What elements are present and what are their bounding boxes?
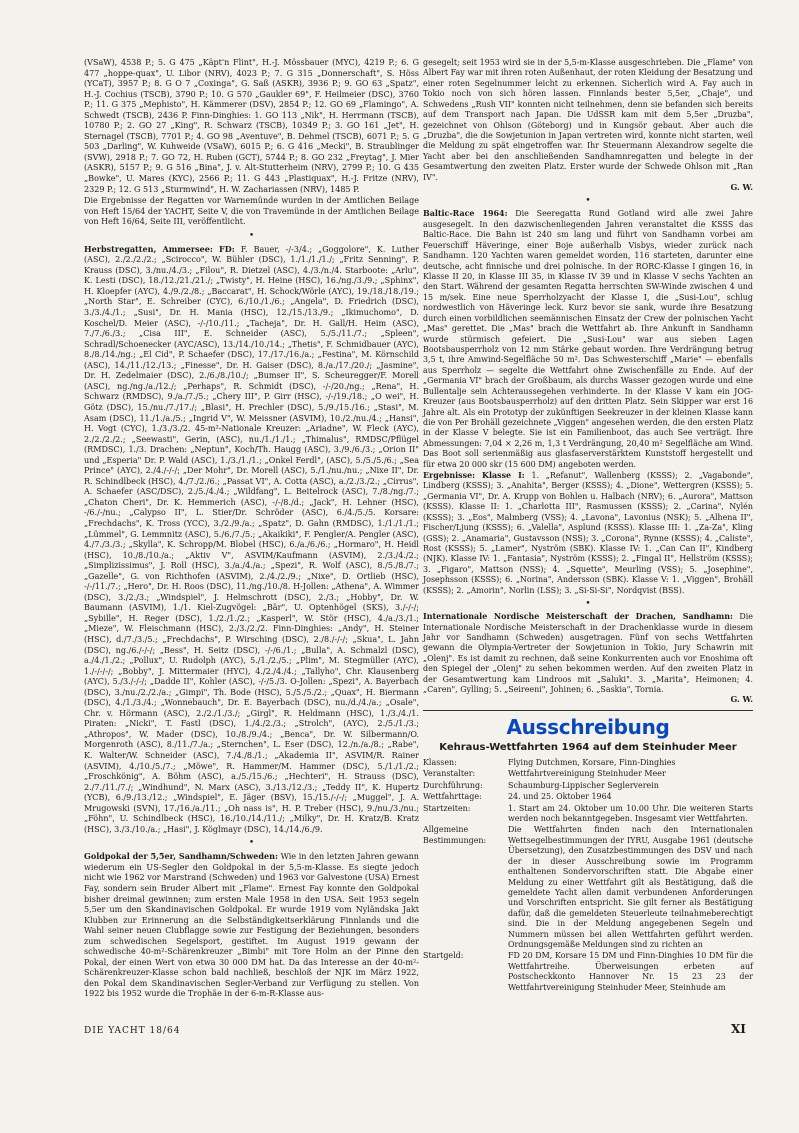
results-note: Die Ergebnisse der Regatten vor Warnemünde wurden in der Amtlichen Beilage von Heft 15/64 der YACHT, Seite V, die von Travemünde in der Amtlichen Beilage von Heft 16/64, Seite III, veröffentlicht. xyxy=(84,196,419,227)
baltic-race-article xyxy=(423,209,753,470)
goldpokal-body: Wie in den letzten Jahren gewann wiederum ein US-Segler den Goldpokal in der 5,5-m-Klasse. Es siegte jedoch nicht wie 1962 vor Marstrand (Schweden) und 1963 vor Galvestone (USA) Ernest Fay, sondern sein Bruder Albert mit „Flame". Ernest Fay konnte den Goldpokal bisher dreimal gewinnen; zum ersten Male 1958 in den USA. Seit 1953 segeln 5,5er um den Skandinavischen Goldpokal. Er wurde 1919 vom Nyländska Jakt Klubben zur Erinnerung an die Selbständigkeitserklärung Finnlands und die Wahl seiner neuen Clubflagge sowie zur Festigung der Beziehungen, besonders zum schwedischen Segelsport, gestiftet. Im August 1919 gewann der schwedische 40-m²-Schärenkreuzer „Bimbi" mit Tore Holm an der Pinne den Pokal, der einen Wert von etwa 30 000 DM hat. Da das Interesse an der 40-m²-Schärenkreuzer-Klasse schon bald nachließ, beschloß der NJK im März 1922, den Pokal dem Skandinavischen Segler-Verband zur Verfügung zu stellen. Von 1922 bis 1952 wurde die Trophäe in der 6-m-R-Klasse aus- xyxy=(84,852,419,999)
row-label: Klassen: xyxy=(423,757,457,767)
ergebnisse-heading: Ergebnisse: Klasse I: xyxy=(423,471,525,481)
herbstregatten-body: F. Bauer, -/-3/4.; „Goggolore", K. Luther (ASC), 2./2./2./2.; „Scirocco", W. Bühler (DSC), 1./1./1./1./; „Fritz Senning", P. Krauss (DSC), 3./nu./4./3.; „Filou", R. Dietzel (ASC), 4./3./n./4. Starboote: „Arlu", K. Lesti (DSC), 18./12./21./21./; „Twisty", H. Heine (HSC), 16./ng./3./9.; „Sphinx", H. Kloepfer (AYC), 4./9./2./8.; „Baccarat", H. Schock/Wörle (AYC), 19./18./18./19.; „North Star", E. Schreiber (CYC), 6./10./1./6.; „Angela", D. Friedrich (DSC), 3./3./4./1.; „Susi", Dr. H. Mania (HSC), 12./15./13./9.; „Ikimuchomo", D. Koschel/D. Meier (ASC), -/-/10./11.; „Tacheja", Dr. H. Gall/H. Heim (ASC), 7./7./6./3.; „Cisa III", E. Schneider (ASC), 5./5./11./7.; „Spleen", Schradl/Schoenecker (AYC/ASC), 13./14./10./14.; „Thetis", F. Schmidbauer (AYC), 8./8./14./ng.; „El Cid", P. Schaefer (DSC), 17./17./16./a.; „Festina", M. Körnschild (ASC), 14./11./12./13.; „Finesse", Dr. H. Gaiser (DSC), 8./a./17./20./; „Jasmine", Dr. H. Zedelmaier (DSC), 2./6./8./10./; „Bumser II", S. Scheuregger/F. Morell (ASC), ng./ng./a./12./; „Perhaps", R. Schmidt (DSC), -/-/20./ng.; „Rena", H. Schwarz (RMDSC), 9./a./7./5.; „Chery III", P. Girr (HSC), -/-/19./18.; „O wei", H. Götz (DSC), 15./nu./7./17./; „Blasi", H. Prechler (DSC), 5./9./15./16.; „Stasi", M. Asam (DSC), 11./1./a./5.; „Ingrid V", W. Meissner (ASVIM), 10./2./nu./4.; „Hansi", H. Vogt (CYC), 1./3./3./2. 45-m²-Nationale Kreuzer: „Ariadne", W. Fleck (AYC), 2./2./2./2.; „Seewasti", Gerin, (ASC), nu./1./1./1.; „Thimalus", RMDSC/Pflügel (RMDSC), 1./3. Drachen: „Neptun", Koch/Th. Haugg (ASC), 3./9./6./3.; „Orion II" und „Esperia" Dr. P. Wald (ASC), 1./3./1./1.; „Onkel Ferdl", (ASC), 5./5./5./6.; „Sea Prince" (AYC), 2./4./-/-/; „Der Mohr", Dr. Morell (ASC), 5./1./nu./nu.; „Nixe II", Dr. R. Schindlbeck (HSC), 4./7./2./6.; „Passat VI", A. Cotta (ASC), a./2./3./2.; „Cirrus", A. Schaefer (ASC/DSC), 2./5./4./4.; „Wildfang", L. Beitelrock (ASC), 7./8./ng./7.; „Chaton Cheri", Dr. K. Hemmerich (ASC), -/-/8./d.; „Jack", H. Lehner (HSC), -/6./-/nu.; „Calypso II", L. Stier/Dr. Schröder (ASC), 6./4./5./5. Korsare: „Frechdachs", K. Tross (YCC), 3./2./9./a.; „Spatz", D. Gahn (RMDSC), 1./1./1./1.; „Lümmel", G. Lemmnitz (ASC), 5./6./7./5.; „Akaikiki", F. Pengler/A. Pengler (ASC), 4./7./3./3.; „Skylla", K. Schropp/M. Blobel (HSC), 6./a./6./6.; „Hormaro", H. Heidl (HSC), 10./8./10./a.; „Aktiv V", ASVIM/Kaufmann (ASVIM), 2./3./4./2.; „Simplizissimus", J. Roll (HSC), 3./a./4./a.; „Spezi", R. Wolf (ASC), 8./5./8./7.; „Gazelle", G. von Richthofen (ASVIM), 2./4./2./9.; „Nixe", D. Ortlieb (HSC), -/-/11./7.; „Hero", Dr. H. Roos (DSC), 11./ng./10./8. H-Jollen: „Athena", A. Wimmer (DSC), 3./2./3.; „Windspiel", J. Helmschrott (DSC), 2./3.; „Hobby", Dr. W. Baumann (ASVIM), 1./1. Kiel-Zugvögel: „Bär", U. Optenhögel (SKS), 3./-/-/; „Sybille", H. Reger (DSC), 1./2./1./2.; „Kasperl", W. Stör (HSC), 4./a./3./1.; „Mieze", W. Fleischmann (HSC), 2./3./2./2. Finn-Dinghies: „Andy", H. Steiner (HSC), d./7./3./5.; „Frechdachs", P. Wirsching (DSC), 2./8./-/-/; „Skua", L. Jahn (DSC), ng./6./-/-/; „Bess", H. Seitz (DSC), -/-/6./1.; „Bulla", A. Schmalzl (DSC), a./4./1./2.; „Pollux", U. Rudolph (AYC), 5./1./2./5.; „Plim", M. Stegmüller (AYC), 1./-/-/-/; „Bobby", J. Mittermaier (HYC), 4./2./4./4.; „Tallyho", Chr. Klausenberg (AYC), 5./3./-/-/; „Dadde II", Kohler (ASC), -/-/5./3. O-Jollen: „Spezi", A. Bayerbach (DSC), 3./nu./2./2./a.; „Gimpi", Th. Bode (HSC), 5./5./5./2.; „Quax", H. Biermann (DSC), 4./1./3./4.; „Wonnebauch", Dr. E. Bayerbach (DSC), nu./d./4./a.; „Osale", Chr. v. Hörmann (ASC), 2./2./1./3./; „Girgl", R. Heldmann (HSC), 1./3./4./1. Piraten: „Nicki", T. Fastl (DSC), 1./4./2./3.; „Strolch", (AYC), 2./5./1./3.; „Athropos", W. Mader (DSC), 10./8./9./4.; „Benca", Dr. W. Silbermann/O. Morgenroth (ASC), 8./11./7./a.; „Sternchen", L. Eser (DSC), 12./n./a./8.; „Rabe", K. Walter/W. Schneider (ASC), 7./4./8./1.; „Akademia II", ASVIM/R. Rainer (ASVIM), 4./10./5./7.; „Möwe", R. Hammer/M. Hammer (DSC), 5./1./1./2.; „Froschkönig", A. Böhm (ASC), a./5./15./6.; „Hechteri", H. Strauss (DSC), 2./7./11./7./; „Windhund", N. Marx (ASC), 3./13./12./3.; „Teddy II", K. Hupertz (YCB), 6./9./13./12.; „Windspiel", E. Jäger (BSV), 15./15./-/-/; „Muggel", J. A. Mrugowski (SVN), 17./16./a./11.; „Oh nass is", H. P. Treber (HSC), 9./nu./3./nu.; „Föhn", U. Schindlbeck (HSC), 16./10./14./11./; „Milky", Dr. H. Kratz/B. Kratz (HSC), 3./3./10./a.; „Hasi", J. Köglmayr (DSC), 14./14./6./9. xyxy=(84,244,419,834)
page-number: XI xyxy=(731,1022,746,1036)
author-initials: G. W. xyxy=(730,183,753,193)
row-value: Wettfahrtvereinigung Steinhuder Meer xyxy=(508,769,666,779)
ausschreibung-row-wettfahrttage xyxy=(423,792,753,802)
drachen-body: Die Internationale Nordische Meisterschaft in der Drachenklasse wurde in diesem Jahr vor Sandhamn (Schweden) ausgetragen. Fünf von sechs Wettfahrten gewann die Olympia-Vertreter der Sowjetunion in Tokio, Jury Schawrin mit „Olenj". Es ist damit zu rechnen, daß seine Konkurrenten auch vor Enoshima oft den Spiegel der „Olenj" zu sehen bekommen werden. Auf den zweiten Platz in der Gesamtwertung kam Lindroos mit „Saluki". 3. „Marita", Heimonen; 4. „Caren", Gylling; 5. „Seireeni", Johinen; 6. „Saskia", Tornia. xyxy=(423,612,753,695)
row-label: Wettfahrttage: xyxy=(423,792,482,802)
baltic-race-heading: Baltic-Race 1964: xyxy=(423,209,508,219)
ergebnisse-article xyxy=(423,471,753,596)
goldpokal-article xyxy=(84,851,419,1000)
separator-bullet: • xyxy=(248,230,255,241)
row-label: Veranstalter: xyxy=(423,769,476,779)
herbstregatten-heading: Herbstregatten, Ammersee: FD: xyxy=(84,243,235,254)
ausschreibung-row-veranstalter xyxy=(423,769,753,779)
row-value: 1. Start am 24. Oktober um 10.00 Uhr. Die weiteren Starts werden noch bekanntgegeben. Insgesamt vier Wettfahrten. xyxy=(508,803,753,823)
ausschreibung-row-durchfuehrung xyxy=(423,781,753,791)
row-value: FD 20 DM, Korsare 15 DM und Finn-Dinghies 10 DM für die Wettfahrtreihe. Überweisungen erbeten auf Postscheckkonto Hannover Nr. 15 23 23 der Wettfahrtvereinigung Steinhuder Meer, Steinhude am xyxy=(508,951,753,992)
ausschreibung-row-bestimmungen xyxy=(423,825,753,950)
row-label: Startgeld: xyxy=(423,951,464,961)
herbstregatten-article xyxy=(84,244,419,836)
drachen-article xyxy=(423,612,753,695)
separator-bullet: • xyxy=(585,196,591,207)
left-column xyxy=(84,58,419,1000)
separator-bullet: • xyxy=(248,838,255,849)
separator-bullet: • xyxy=(585,599,591,610)
ergebnisse-body: 1. „Refanut", Wallenberg (KSSS); 2. „Vagabonde", Lindberg (KSSS); 3. „Anahita", Berger (KSSS); 4. „Dione", Wettergren (KSSS); 5. „Germania VI", Dr. A. Krupp von Bohlen u. Halbach (NRV); 6. „Aurora", Mattson (KSSS). Klasse II: 1. „Charlotta III", Rasmussen (KSSS); 2. „Carina", Nylén (KSSS); 3. „Eos", Malmberg (VSS); 4. „Lavona", Lavonius (NSK); 5. „Alhena II", Fischer/Ljung (KSSS); 6. „Valella", Asplund (KSSS). Klasse III: 1. „Za-Za", Kling (GSS); 2. „Anamaria", Gustavsson (NSS); 3. „Corona", Rynne (KSSS); 4. „Caliste", Rost (KSSS); 5. „Lamer", Nyström (SBK). Klasse IV: 1. „Can Can II", Kindberg (NJK). Klasse IV: 1. „Fantasia", Nyström (KSSS); 2. „Fingal II", Hellström (KSSS); 3. „Figaro", Mattson (NSS); 4. „Squette", Meurling (VSS); 5. „Josephine", Josephsson (KSSS); 6. „Norina", Andersson (SBK). Klasse V: 1. „Viggen", Brohäll (KSSS); 2. „Amorin", Norlin (LSS); 3. „Si-Si-Si", Nordqvist (BSS). xyxy=(423,471,753,595)
right-column xyxy=(423,58,753,993)
author-initials: G. W. xyxy=(730,695,753,705)
baltic-race-body: Die Seeregatta Rund Gotland wird alle zwei Jahre ausgesegelt. In den dazwischenliegenden Jahren veranstaltet die KSSS das Baltic-Race. Die Bahn ist 240 sm lang und führt von Sandhamn vorbei am Feuerschiff Häveringe, einer Boje außerhalb Visbys, wieder zurück nach Sandhamn. 120 Yachten waren gemeldet worden, 116 starteten, darunter eine deutsche, acht finnische und drei polnische. In der RORC-Klasse I gingen 16, in Klasse II 20, in Klasse III 35, in Klasse IV 39 und in Klasse V sechs Yachten an den Start. Während der gesamten Regatta herrschten SW-Winde zwischen 4 und 15 m/sek. Eine neue Sperrholzyacht der Klasse I, die „Susi-Lou", schlug nordwestlich von Häveringe leck. Kurz bevor sie sank, wurde ihre Besatzung durch einen vorbildlichen seemännischen Einsatz der Crew der polnischen Yacht „Mas" gerettet. Die „Mas" brach die Wettfahrt ab. Ihre Ankunft in Sandhamn wurde stürmisch gefeiert. Die „Susi-Lou" war aus sieben Lagen Bootsbausperrholz von 12 mm Stärke gebaut worden. Ihre Verdrängung betrug 3,5 t, ihre Amwind-Segelfläche 50 m². Das Schwesterschiff „Marie" — ebenfalls aus Sperrholz — segelte die Wettfahrt ohne Zwischenfälle zu Ende. Auf der „Germania VI" brach der Großbaum, als durchs Wasser gezogen wurde und eine Bullentalje sein Achteraussegehen verhinderte. In der Klasse V kam ein JOG-Kreuzer (aus Bootsbausperrholz) auf den dritten Platz. Sein Skipper war erst 16 Jahre alt. Als ein Prototyp der zukünftigen Seekreuzer in der kleinen Klasse kann die von Per Brohäll gezeichnete „Viggen" angesehen werden, die den ersten Platz in der Klasse V belegte. Sie ist ein Familienboot, das auch See verträgt. Ihre Abmessungen: 7,04 × 2,26 m, 1,3 t Verdrängung, 20,40 m² Segelfläche am Wind. Das Boot soll serienmäßig aus glasfaserverstärktem Kunststoff hergestellt und für etwa 20 000 skr (15 600 DM) angeboten werden. xyxy=(423,209,753,469)
magazine-issue-footer: DIE YACHT 18/64 xyxy=(84,1026,181,1036)
ausschreibung-row-startgeld xyxy=(423,951,753,993)
ausschreibung-subtitle: Kehraus-Wettfahrten 1964 auf dem Steinhuder Meer xyxy=(439,741,737,753)
goldpokal-continued: gesegelt; seit 1953 wird sie in der 5,5-m-Klasse ausgeschrieben. Die „Flame" von Albert Fay war mit ihren roten Außenhaut, der roten Kleidung der Besatzung und einer roten Segelnummer leicht zu erkennen. Sicherlich wird A. Fay auch in Tokio noch von sich hören lassen. Finnlands bester 5,5er, „Chaje", und Schwedens „Rush VII" konnten nicht teilnehmen, denn sie befanden sich bereits auf dem Transport nach Japan. Die UdSSR kam mit dem 5,5er „Druzba", gezeichnet von Ohlson (Göteborg) und in Kungsör gebaut. Aber auch die „Druzba", die die Sowjetunion in Japan vertreten wird, konnte nicht starten, weil die Meldung zu spät eingetroffen war. Ihr Steuermann Alexandrow segelte die Yacht aber bei den anschließenden Sandhamnregatten und belegte in der Gesamtwertung den zweiten Platz. Erster wurde der Schwede Ohlson mit „Ran IV". xyxy=(423,58,753,182)
row-label: Durchführung: xyxy=(423,780,483,790)
row-value: Schaumburg-Lippischer Seglerverein xyxy=(508,780,659,790)
ausschreibung-row-klassen xyxy=(423,758,753,768)
ausschreibung-heading: Ausschreibung xyxy=(506,714,670,739)
ausschreibung-row-startzeiten xyxy=(423,804,753,825)
drachen-heading: Internationale Nordische Meisterschaft der Drachen, Sandhamn: xyxy=(423,612,733,622)
row-value: Flying Dutchmen, Korsare, Finn-Dinghies xyxy=(508,757,676,767)
section-divider xyxy=(423,710,753,711)
row-label: Startzeiten: xyxy=(423,803,471,813)
row-value: Die Wettfahrten finden nach den Internationalen Wettsegelbestimmungen der IYRU, Ausgabe 1961 (deutsche Übersetzung), den Zusatzbestimmungen des DSV und nach der in dieser Ausschreibung sowie im Programm enthaltenen Sondervorschriften statt. Die Abgabe einer Meldung zu einer Wettfahrt gilt als Bestätigung, daß die gemeldete Yacht allen damit verbundenen Anforderungen und Vorschriften entspricht. Sie gilt ferner als Bestätigung dafür, daß die gemeldeten Steuerleute teilnahmeberechtigt sind. Die in der Meldung angegebenen Segeln und Nummern müssen bei allen Wettfahrten geführt werden. Ordnungsgemäße Meldungen sind zu richten an xyxy=(508,825,753,950)
results-continued: (VSaW), 4538 P.; 5. G 475 „Käpt'n Flint", H.-J. Mössbauer (MYC), 4219 P.; 6. G 477 „hoppe-quax", U. Libor (NRV), 4023 P.; 7. G 315 „Donnerschaft", S. Höss (YCaT), 3957 P.; 8. G O 7 „Coxinga", G. Saß (ASKR), 3936 P.; 9. GO 63 „Spatz", H.-J. Cochius (TSCB), 3790 P.; 10. G 570 „Gaukler 69", F. Heilmeier (DSC), 3760 P.; 11. G 375 „Mephisto", H. Kämmerer (DSV), 2854 P.; 12. GO 69 „Flamingo", A. Schwedt (TSCB), 2436 P. Finn-Dinghies: 1. GO 113 „Nik", H. Herrmann (TSCB), 10780 P.; 2. GO 27 „King", R. Schwarz (TSCB), 10349 P.; 3. GO 161 „Jet", H. Sternagel (TSCB), 7701 P.; 4. GO 98 „Aventuve", B. Dehmel (TSCB), 6071 P.; 5. G 503 „Darling", W. Kuhweide (VSaW), 6015 P.; 6. G 416 „Mecki", B. Straublinger (SVW), 2918 P.; 7. GO 72, H. Ruben (GCT), 5744 P.; 8. GO 232 „Freytag", J. Mier (ASKR), 5157 P.; 9. G 516 „Bina", J. v. Alt-Stutterheim (NRV), 2799 P.; 10. G 435 „Bowke", U. Mares (KYC), 2566 P.; 11. G 443 „Plastiquax", H.-J. Fritze (NRV), 2329 P.; 12. G 513 „Sturmwind", H. W. Zachariassen (NRV), 1485 P. xyxy=(84,58,419,194)
goldpokal-heading: Goldpokal der 5,5er, Sandhamn/Schweden: xyxy=(84,851,278,862)
row-label: Allgemeine Bestimmungen: xyxy=(423,825,487,845)
row-value: 24. und 25. Oktober 1964 xyxy=(508,792,612,802)
